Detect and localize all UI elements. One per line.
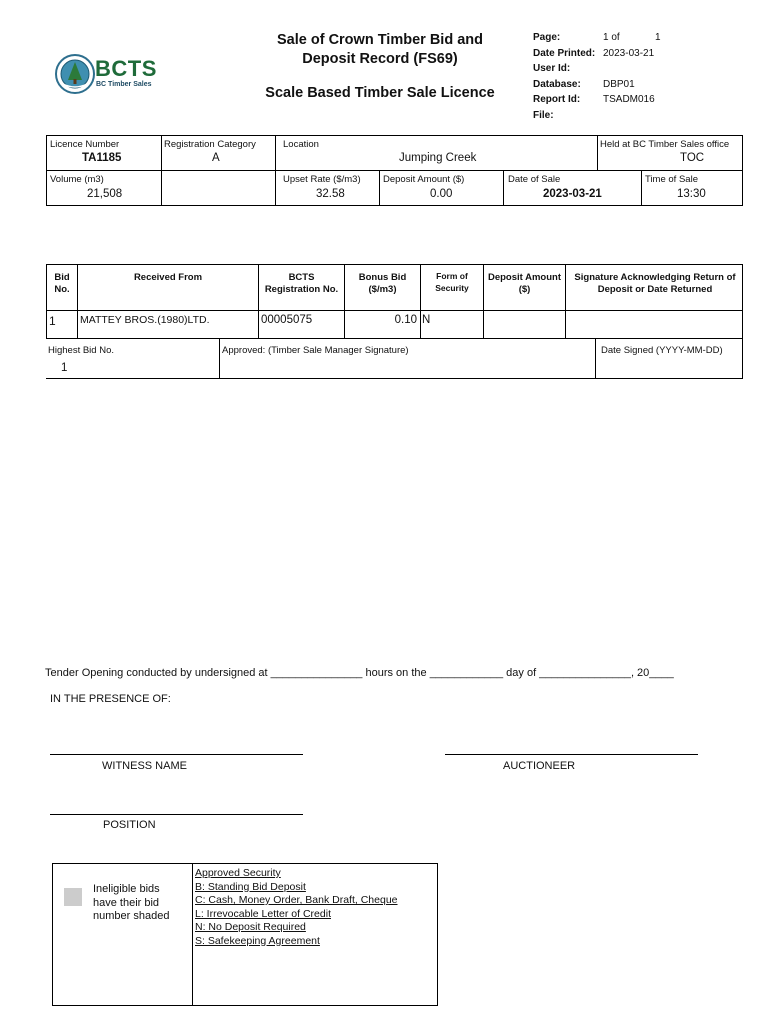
auctioneer-label: AUCTIONEER	[503, 760, 576, 772]
position-signature-line	[50, 814, 303, 815]
bonus-bid-cell: 0.10	[394, 314, 417, 326]
meta-row-file	[533, 108, 661, 124]
meta-label: Page:	[533, 32, 561, 43]
shaded-swatch	[64, 888, 82, 906]
witness-signature-line	[50, 754, 303, 755]
licence-number-label: Licence Number	[50, 139, 120, 150]
col-bcts-registration: BCTS Registration No.	[264, 272, 339, 295]
bid-no-cell: 1	[49, 314, 56, 328]
legend-item: Approved Security	[195, 867, 281, 879]
report-meta	[533, 30, 661, 123]
legend-item: B: Standing Bid Deposit	[195, 880, 306, 893]
form-title	[255, 31, 505, 69]
meta-row-page	[533, 30, 661, 46]
deposit-amount-label: Deposit Amount ($)	[383, 174, 465, 185]
meta-row-date	[533, 46, 661, 62]
logo-subtext: BC Timber Sales	[96, 81, 152, 88]
col-bid-no: Bid No.	[54, 272, 70, 295]
presence-heading: IN THE PRESENCE OF:	[50, 693, 171, 705]
meta-row-report	[533, 92, 661, 108]
auctioneer-signature-line	[445, 754, 698, 755]
legend-item: L: Irrevocable Letter of Credit	[195, 907, 331, 920]
position-label: POSITION	[103, 819, 156, 831]
meta-row-user	[533, 61, 661, 77]
registration-category-value: A	[212, 152, 220, 164]
col-received-from: Received From	[133, 272, 203, 283]
form-subtitle: Scale Based Timber Sale Licence	[265, 85, 495, 101]
col-deposit-amount: Deposit Amount ($)	[487, 272, 561, 295]
legend-item: S: Safekeeping Agreement	[195, 934, 320, 947]
office-value: TOC	[680, 152, 705, 164]
form-title-line2: Deposit Record (FS69)	[302, 51, 458, 67]
date-of-sale-value: 2023-03-21	[543, 188, 602, 200]
location-value: Jumping Creek	[399, 152, 477, 164]
meta-value: TSADM016	[603, 94, 655, 105]
logo-text: BCTS	[95, 56, 157, 81]
meta-label: Database:	[533, 78, 581, 90]
legend-item: N: No Deposit Required	[195, 921, 306, 933]
time-of-sale-value: 13:30	[677, 188, 706, 200]
volume-value: 21,508	[87, 188, 123, 200]
date-signed-label: Date Signed (YYYY-MM-DD)	[601, 345, 723, 356]
approved-signature-label: Approved: (Timber Sale Manager Signature)	[222, 345, 409, 356]
witness-name-label: WITNESS NAME	[102, 760, 187, 772]
meta-label: Report Id:	[533, 94, 581, 105]
highest-bid-value: 1	[61, 362, 68, 374]
meta-extra: 1	[655, 32, 661, 43]
licence-number-value: TA1185	[82, 152, 122, 164]
tender-opening-line: Tender Opening conducted by undersigned at _______________ hours on the ____________ day of _______________, 20____	[45, 667, 674, 679]
location-label: Location	[283, 139, 319, 150]
security-legend	[195, 867, 398, 948]
registration-category-label: Registration Category	[164, 139, 256, 150]
meta-row-database	[533, 77, 661, 93]
received-from-cell: MATTEY BROS.(1980)LTD.	[80, 314, 210, 326]
form-title-line1: Sale of Crown Timber Bid and	[277, 32, 483, 48]
meta-value: DBP01	[603, 78, 635, 90]
ineligible-note: Ineligible bids have their bid number shaded	[93, 883, 170, 922]
col-bonus-bid: Bonus Bid ($/m3)	[358, 272, 407, 295]
bcts-registration-cell: 00005075	[261, 314, 313, 326]
upset-rate-value: 32.58	[316, 188, 345, 200]
form-of-security-cell: N	[422, 314, 431, 326]
highest-bid-label: Highest Bid No.	[48, 345, 115, 356]
legend-item: C: Cash, Money Order, Bank Draft, Cheque	[195, 894, 398, 906]
deposit-amount-value: 0.00	[430, 188, 453, 200]
office-label: Held at BC Timber Sales office	[600, 139, 730, 150]
col-form-of-security: Form of Security	[435, 271, 469, 293]
date-of-sale-label: Date of Sale	[508, 174, 561, 185]
meta-value: 1 of	[603, 32, 620, 43]
meta-label: User Id:	[533, 63, 571, 74]
meta-value: 2023-03-21	[603, 47, 655, 59]
meta-label: File:	[533, 109, 554, 121]
col-signature-return: Signature Acknowledging Return of Deposit or Date Returned	[574, 272, 736, 295]
time-of-sale-label: Time of Sale	[645, 174, 698, 185]
meta-label: Date Printed:	[533, 47, 596, 59]
volume-label: Volume (m3)	[50, 174, 104, 185]
bcts-logo	[55, 50, 175, 100]
upset-rate-label: Upset Rate ($/m3)	[283, 174, 361, 185]
